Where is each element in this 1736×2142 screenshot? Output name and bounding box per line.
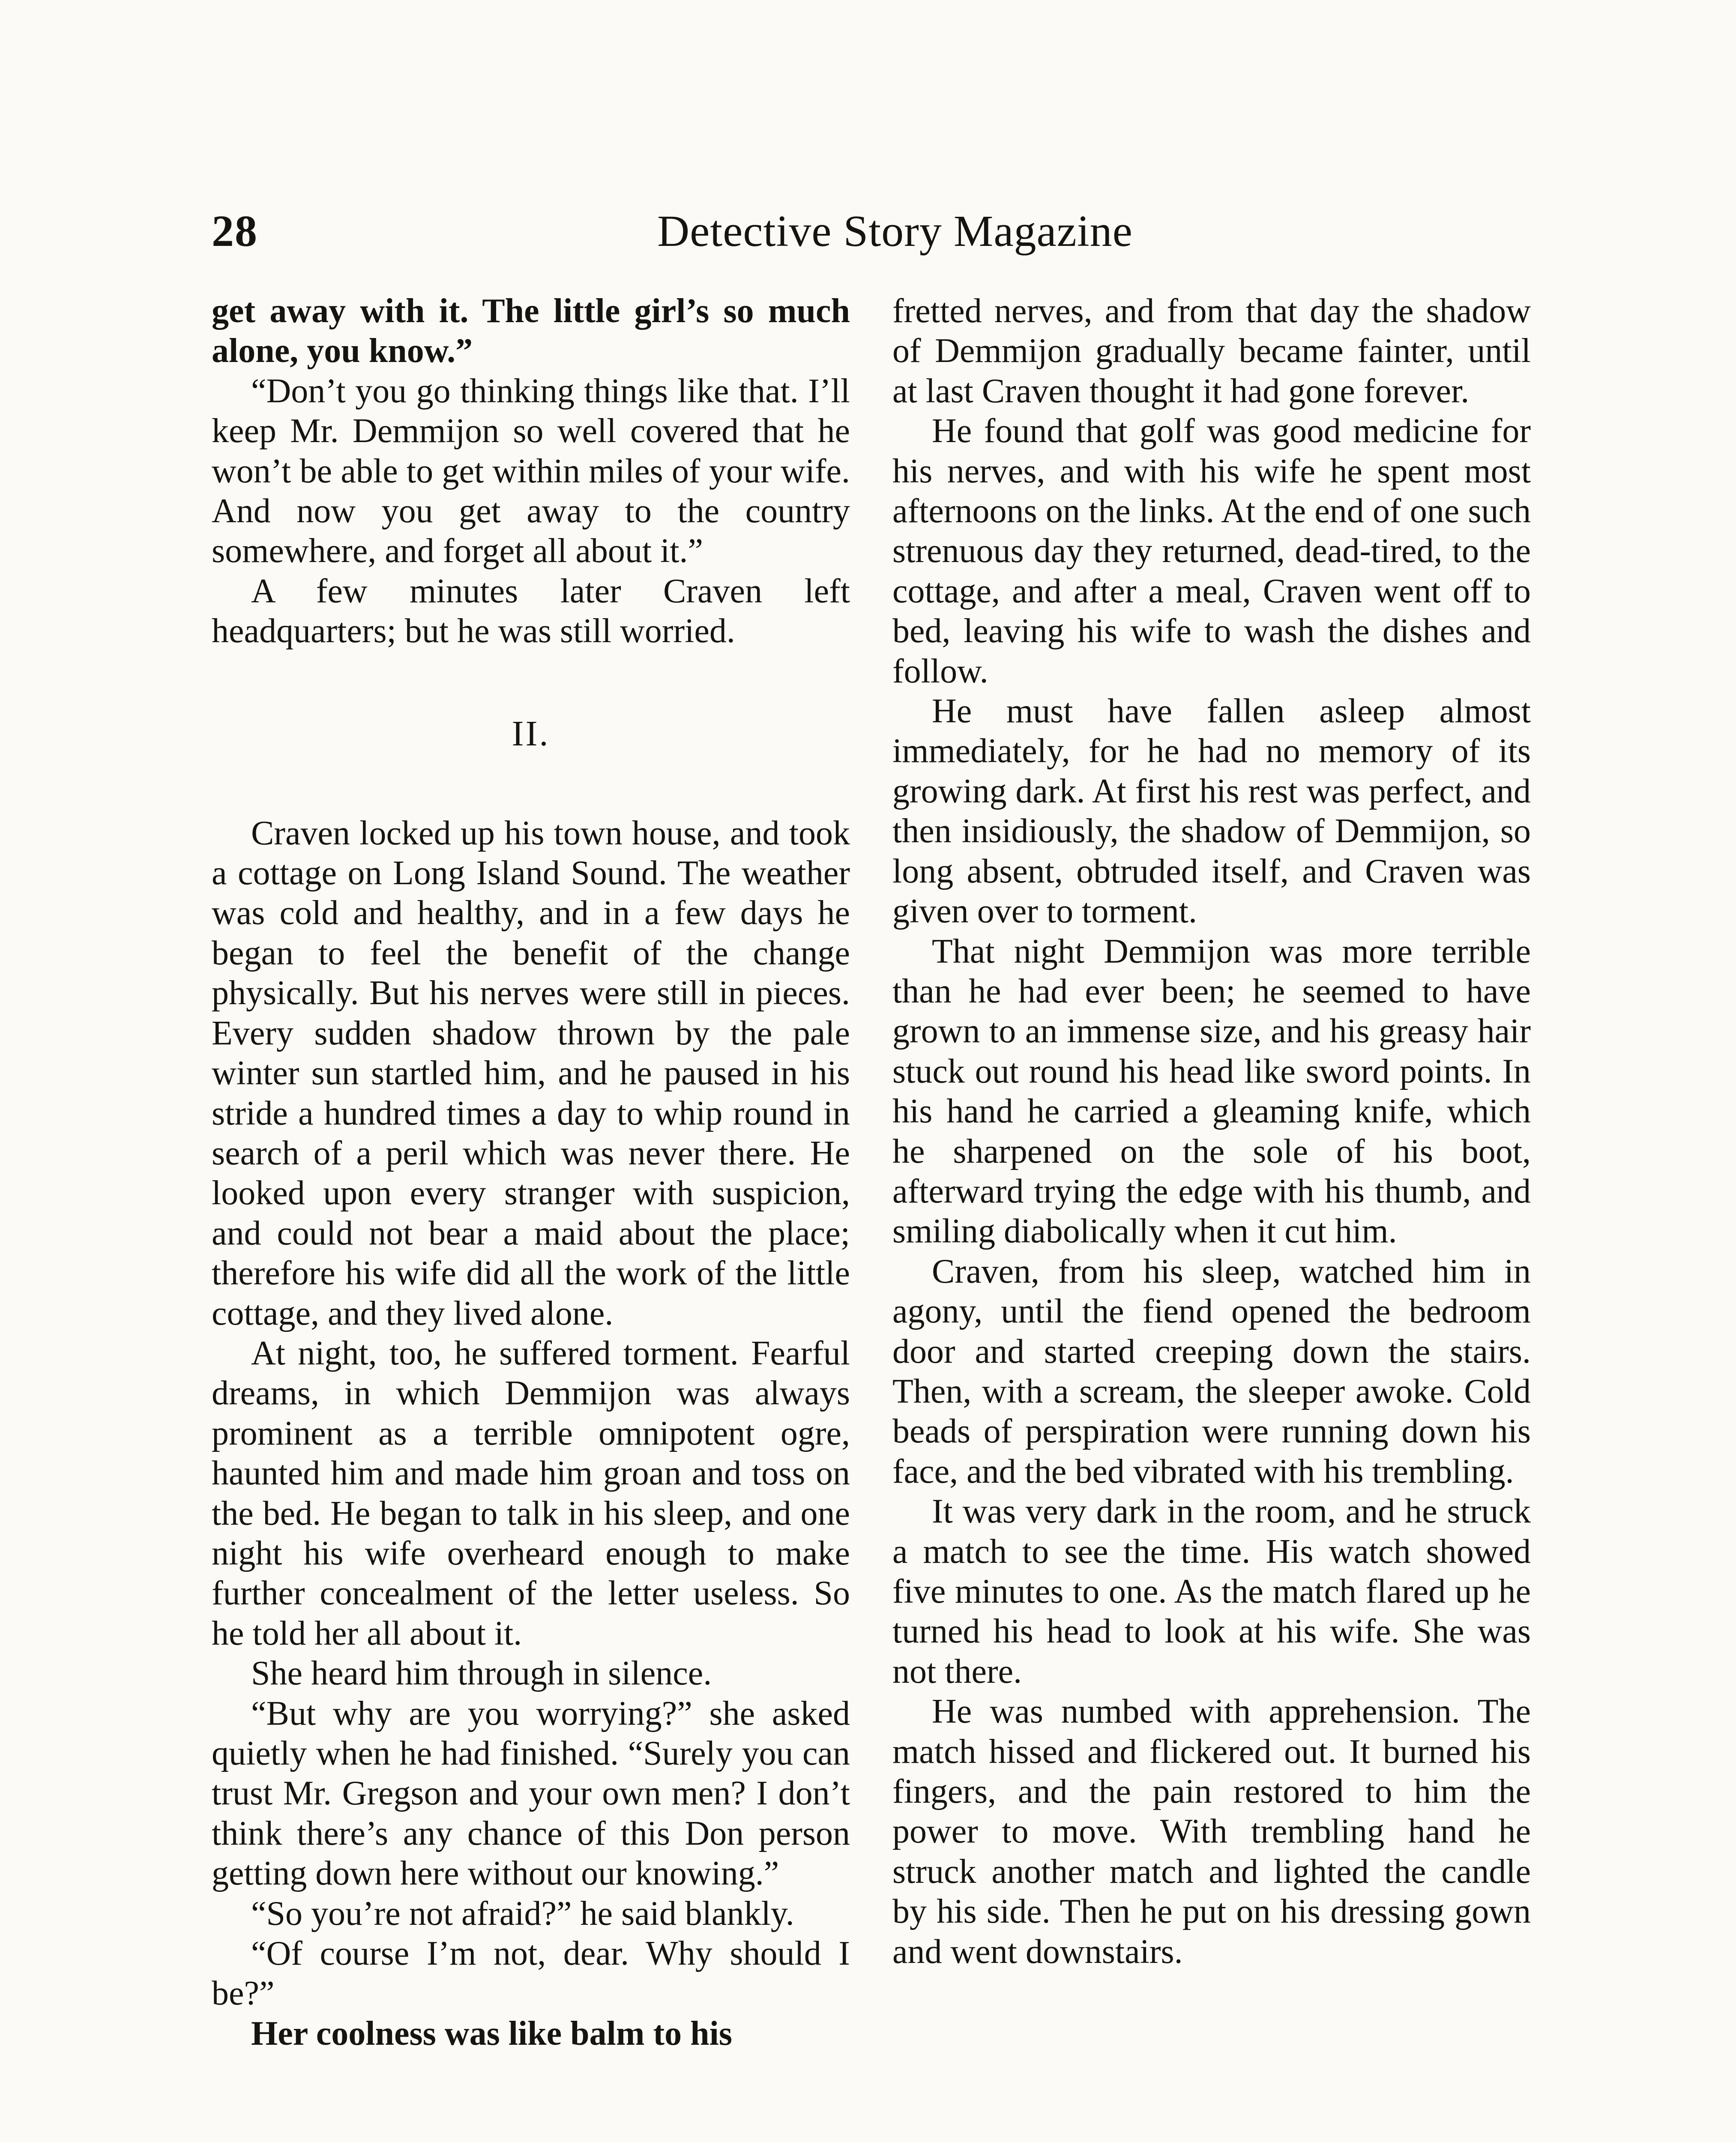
paragraph: “So you’re not afraid?” he said blankly. — [251, 1894, 794, 1933]
section-heading: II. — [512, 713, 550, 754]
paragraph: He must have fallen asleep almost immediately, for he had no memory of its growing dark. At first his rest was perfect, and then insidiously, the shadow of Demmijon, so long absent, obtruded itself, and Craven was given over to torment. — [892, 692, 1531, 930]
left-column — [212, 291, 850, 2054]
paragraph: That night Demmijon was more terrible than he had ever been; he seemed to have grown to an immense size, and his greasy hair stuck out round his head like sword points. In his hand he carried a gleaming knife, which he sharpened on the sole of his boot, afterward trying the edge with his thumb, and smiling diabolically when it cut him. — [892, 932, 1531, 1250]
magazine-title: Detective Story Magazine — [657, 206, 1133, 256]
paragraph: Craven, from his sleep, watched him in agony, until the fiend opened the bedroom door and started creeping down the stairs. Then, with a scream, the sleeper awoke. Cold beads of perspiration were running down his face, and the bed vibrated with his trembling. — [892, 1252, 1531, 1490]
paragraph: A few minutes later Craven left headquarters; but he was still worried. — [212, 572, 850, 650]
right-column — [892, 291, 1531, 1972]
paragraph: get away with it. The little girl’s so much alone, you know.” — [212, 292, 850, 370]
paragraph: Craven locked up his town house, and took a cottage on Long Island Sound. The weather was cold and healthy, and in a few days he began to feel the benefit of the change physically. But his nerves were still in pieces. Every sudden shadow thrown by the pale winter sun startled him, and he paused in his stride a hundred times a day to whip round in search of a peril which was never there. He looked upon every stranger with suspicion, and could not bear a maid about the place; therefore his wife did all the work of the little cottage, and they lived alone. — [212, 814, 850, 1332]
paragraph: He was numbed with apprehension. The match hissed and flickered out. It burned his fingers, and the pain restored to him the power to move. With trembling hand he struck another match and lighted the candle by his side. Then he put on his dressing gown and went downstairs. — [892, 1693, 1531, 1971]
paragraph: Her coolness was like balm to his — [251, 2014, 733, 2052]
paragraph: “Don’t you go thinking things like that. I’ll keep Mr. Demmijon so well covered that he won’t be able to get within miles of your wife. And now you get away to the country somewhere, and forget all about it.” — [212, 372, 850, 570]
paragraph: He found that golf was good medicine for his nerves, and with his wife he spent most afternoons on the links. At the end of one such strenuous day they returned, dead-tired, to the cottage, and after a meal, Craven went off to bed, leaving his wife to wash the dishes and follow. — [892, 412, 1531, 690]
paragraph: “Of course I’m not, dear. Why should I be?” — [212, 1935, 850, 2013]
paragraph: She heard him through in silence. — [251, 1654, 712, 1693]
paragraph: fretted nerves, and from that day the shadow of Demmijon gradually became fainter, until at last Craven thought it had gone forever. — [892, 292, 1531, 410]
paragraph: “But why are you worrying?” she asked quietly when he had finished. “Surely you can trust Mr. Gregson and your own men? I don’t think there’s any chance of this Don person getting down here without our knowing.” — [212, 1694, 850, 1893]
page-header — [212, 206, 1527, 270]
paragraph: At night, too, he suffered torment. Fearful dreams, in which Demmijon was always prominent as a terrible omnipotent ogre, haunted him and made him groan and toss on the bed. He began to talk in his sleep, and one night his wife overheard enough to make further concealment of the letter useless. So he told her all about it. — [212, 1334, 850, 1652]
page-number: 28 — [212, 206, 258, 256]
paragraph: It was very dark in the room, and he struck a match to see the time. His watch showed five minutes to one. As the match flared up he turned his head to look at his wife. She was not there. — [892, 1493, 1531, 1690]
